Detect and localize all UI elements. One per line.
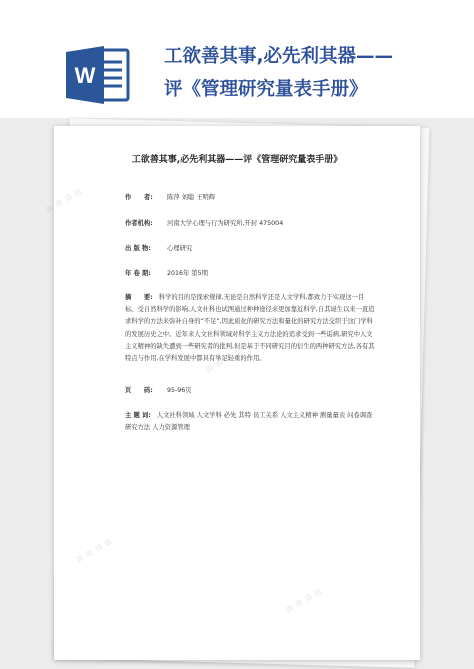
watermark: ▨ ▨ ▨ ▨ bbox=[44, 186, 84, 214]
abstract-field bbox=[125, 292, 375, 365]
abstract-value: 科学的目的是探索规律,无论是自然科学还是人文学科,都致力于实现这一目标。受自然科学的影响,人文社科也试图通过种种途径来更加靠近科学,自其诞生以来一直追求科学的方法来弥补自身的“不足”,因此质化的研究方法和量化的研究方法交织于这门学科的发展历史之中。近年来人文社科领域对科学主义方法论的追求受到一些诟病,研究中人文主义精神的缺失遭到一些研究者的批判,但是基于不同研究目的衍生的两种研究方法,各有其特点与作用,在学科发展中都具有举足轻重的作用。 bbox=[125, 294, 375, 363]
pages-label: 页 码: bbox=[125, 387, 153, 394]
year-label: 年 卷 期: bbox=[125, 270, 151, 277]
watermark: ▨ ▨ ▨ ▨ bbox=[74, 536, 114, 564]
year-value: 2016年 第5期 bbox=[167, 270, 208, 277]
banner-title bbox=[164, 40, 464, 106]
watermark: ▨ ▨ ▨ ▨ bbox=[284, 586, 324, 614]
logo-letter: W bbox=[74, 63, 96, 88]
source-label: 出 版 物: bbox=[125, 245, 151, 252]
pages-field bbox=[125, 385, 192, 394]
document-page bbox=[44, 126, 420, 660]
author-field bbox=[125, 192, 215, 201]
abstract-label: 摘 要: bbox=[125, 294, 153, 301]
year-field bbox=[125, 268, 208, 277]
org-field bbox=[125, 218, 283, 227]
keywords-field bbox=[125, 410, 375, 434]
banner-title-line-2: 评《管理研究量表手册》 bbox=[164, 79, 368, 100]
word-document-icon bbox=[64, 44, 132, 106]
source-field bbox=[125, 243, 192, 252]
keywords-value: 人文社科领域 人文学科 必先 其特 员工关系 人文主义精神 测量量表 问卷调查 研究方法 人力资源管理 bbox=[125, 412, 373, 432]
banner bbox=[0, 0, 474, 118]
source-value: 心理研究 bbox=[167, 245, 193, 252]
keywords-label: 主 题 词: bbox=[125, 412, 151, 419]
org-label: 作者机构: bbox=[125, 220, 153, 227]
document-title: 工欲善其事,必先利其器——评《管理研究量表手册》 bbox=[131, 155, 343, 165]
pages-value: 95-96页 bbox=[167, 387, 192, 394]
author-value: 陈萍 刘聪 王明辉 bbox=[167, 194, 216, 201]
org-value: 河南大学心理与行为研究所,开封 475004 bbox=[167, 220, 284, 227]
watermark: ▨ ▨ ▨ ▨ bbox=[204, 346, 244, 374]
author-label: 作 者: bbox=[125, 194, 153, 201]
banner-title-line-1: 工欲善其事,必先利其器—— bbox=[164, 46, 394, 67]
